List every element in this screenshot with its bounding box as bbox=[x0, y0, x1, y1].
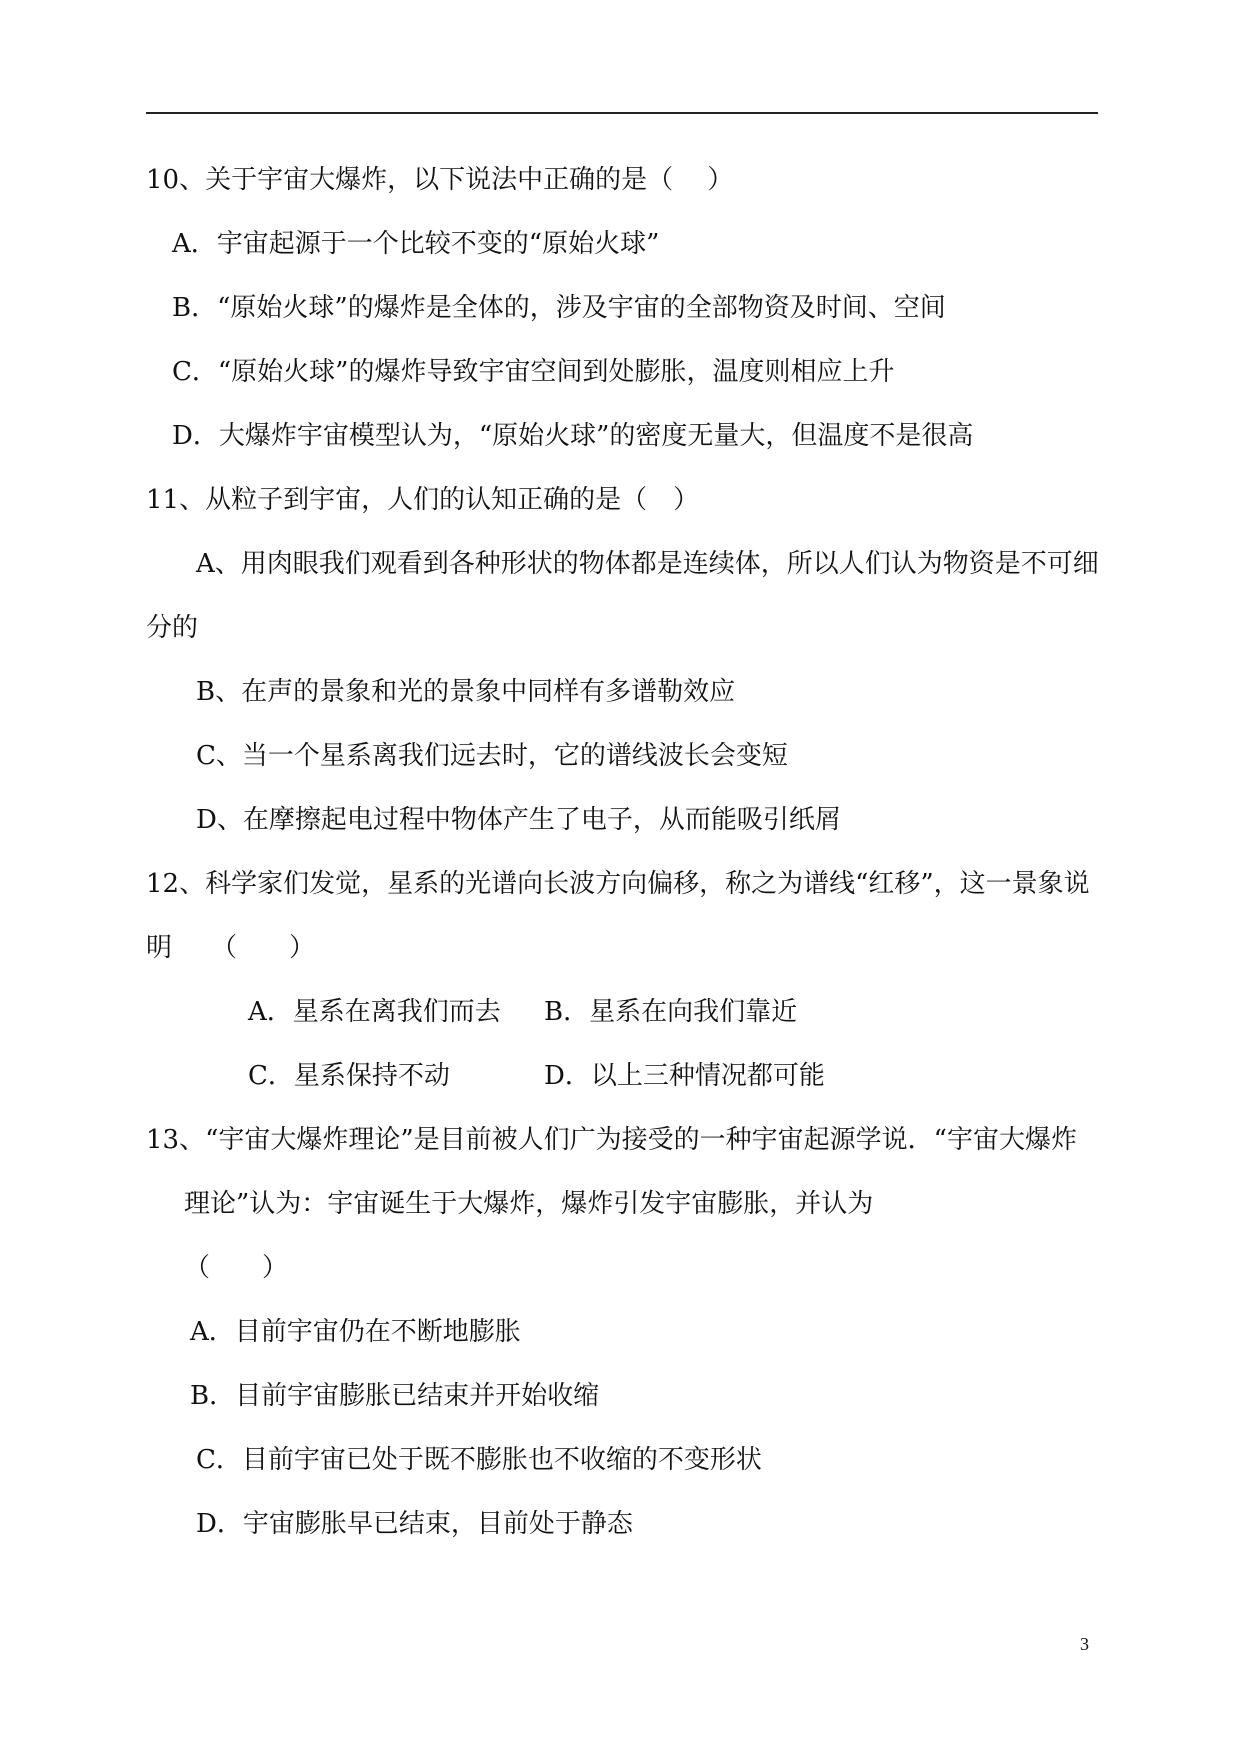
question-13-option-d: D．宇宙膨胀早已结束，目前处于静态 bbox=[196, 1509, 633, 1539]
question-11-option-a-continued: 分的 bbox=[146, 613, 199, 643]
question-10-stem: 10、关于宇宙大爆炸，以下说法中正确的是（ ） bbox=[146, 165, 734, 195]
header-rule bbox=[146, 112, 1098, 114]
question-10-option-b: B．“原始火球”的爆炸是全体的，涉及宇宙的全部物资及时间、空间 bbox=[172, 293, 946, 323]
question-11-option-a: A、用肉眼我们观看到各种形状的物体都是连续体，所以人们认为物资是不可细 bbox=[196, 549, 1099, 579]
question-12-option-c: C．星系保持不动 bbox=[248, 1061, 450, 1091]
page-number: 3 bbox=[1080, 1634, 1089, 1654]
question-12-option-b: B．星系在向我们靠近 bbox=[544, 997, 798, 1027]
question-11-option-d: D、在摩擦起电过程中物体产生了电子，从而能吸引纸屑 bbox=[196, 805, 841, 835]
question-12-stem-continued: 明 （ ） bbox=[146, 933, 316, 963]
question-10-option-c: C．“原始火球”的爆炸导致宇宙空间到处膨胀，温度则相应上升 bbox=[172, 357, 895, 387]
question-13-option-b: B．目前宇宙膨胀已结束并开始收缩 bbox=[190, 1381, 600, 1411]
question-11-option-c: C、当一个星系离我们远去时，它的谱线波长会变短 bbox=[196, 741, 788, 771]
question-12-option-d: D．以上三种情况都可能 bbox=[544, 1061, 825, 1091]
question-12-option-a: A．星系在离我们而去 bbox=[248, 997, 501, 1027]
question-13-answer-blank: （ ） bbox=[184, 1253, 289, 1283]
question-10-option-d: D．大爆炸宇宙模型认为，“原始火球”的密度无量大，但温度不是很高 bbox=[172, 421, 974, 451]
question-13-option-a: A．目前宇宙仍在不断地膨胀 bbox=[190, 1317, 521, 1347]
question-13-stem-continued: 理论”认为：宇宙诞生于大爆炸，爆炸引发宇宙膨胀，并认为 bbox=[184, 1189, 874, 1219]
question-13-option-c: C．目前宇宙已处于既不膨胀也不收缩的不变形状 bbox=[196, 1445, 762, 1475]
question-12-stem: 12、科学家们发觉，星系的光谱向长波方向偏移，称之为谱线“红移”，这一景象说 bbox=[146, 869, 1090, 899]
question-13-stem: 13、“宇宙大爆炸理论”是目前被人们广为接受的一种宇宙起源学说．“宇宙大爆炸 bbox=[146, 1125, 1077, 1155]
question-11-option-b: B、在声的景象和光的景象中同样有多谱勒效应 bbox=[196, 677, 736, 707]
question-11-stem: 11、从粒子到宇宙，人们的认知正确的是（ ） bbox=[146, 485, 700, 515]
question-10-option-a: A．宇宙起源于一个比较不变的“原始火球” bbox=[172, 229, 660, 259]
